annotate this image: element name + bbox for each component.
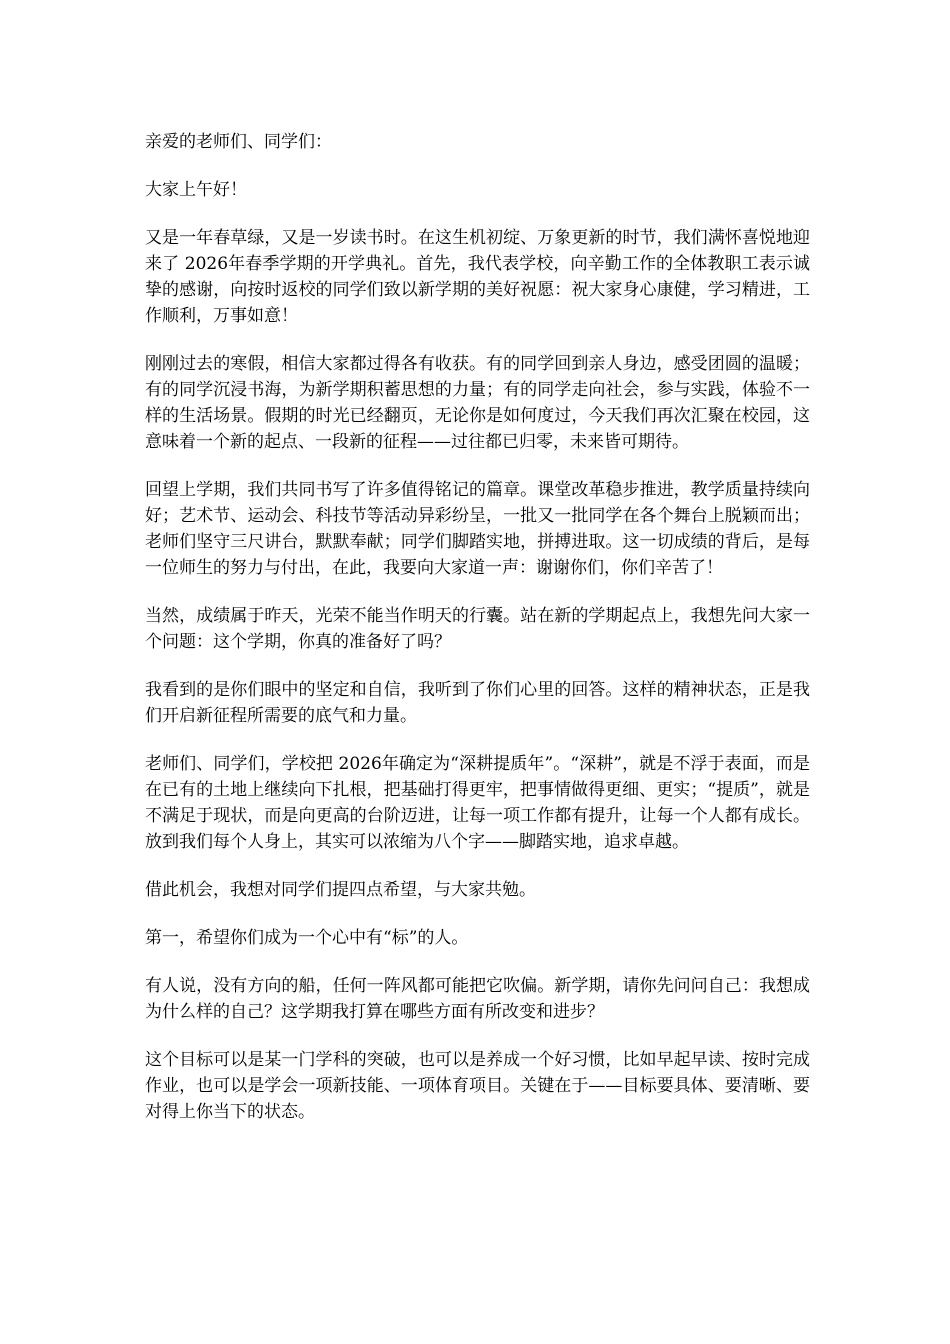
paragraph-four-hopes: 借此机会，我想对同学们提四点希望，与大家共勉。 <box>145 880 536 900</box>
paragraph-opening: 又是一年春草绿，又是一岁读书时。在这生机初绽、万象更新的时节，我们满怀喜悦地迎来了 2026年春季学期的开学典礼。首先，我代表学校，向辛勤工作的全体教职工表示诚挚的感谢，向按时返校的同学们致以新学期的美好祝愿：祝大家身心康健，学习精进，工作顺利，万事如意！ <box>145 228 810 326</box>
paragraph-direction: 有人说，没有方向的船，任何一阵风都可能把它吹偏。新学期，请你先问问自己：我想成为什么样的自己？这学期我打算在哪些方面有所改变和进步？ <box>145 976 810 1022</box>
paragraph-hope-one: 第一，希望你们成为一个心中有“标”的人。 <box>145 928 469 948</box>
paragraph-last-semester: 回望上学期，我们共同书写了许多值得铭记的篇章。课堂改革稳步推进，教学质量持续向好；艺术节、运动会、科技节等活动异彩纷呈，一批又一批同学在各个舞台上脱颖而出；老师们坚守三尺讲台，默默奉献；同学们脚踏实地，拼搏进取。这一切成绩的背后，是每一位师生的努力与付出，在此，我要向大家道一声：谢谢你们，你们辛苦了！ <box>145 480 810 578</box>
greeting: 大家上午好！ <box>145 180 247 200</box>
paragraph-theme-year: 老师们、同学们，学校把 2026年确定为“深耕提质年”。“深耕”，就是不浮于表面，而是在已有的土地上继续向下扎根，把基础打得更牢，把事情做得更细、更实；“提质”，就是不满足于现状，而是向更高的台阶迈进，让每一项工作都有提升，让每一个人都有成长。放到我们每个人身上，其实可以浓缩为八个字——脚踏实地，追求卓越。 <box>145 754 810 852</box>
paragraph-question: 当然，成绩属于昨天，光荣不能当作明天的行囊。站在新的学期起点上，我想先问大家一个问题：这个学期，你真的准备好了吗？ <box>145 606 810 652</box>
paragraph-goals: 这个目标可以是某一门学科的突破，也可以是养成一个好习惯，比如早起早读、按时完成作业，也可以是学会一项新技能、一项体育项目。关键在于——目标要具体、要清晰、要对得上你当下的状态。 <box>145 1050 810 1122</box>
speech-body <box>145 129 810 1147</box>
salutation: 亲爱的老师们、同学们： <box>145 132 332 152</box>
paragraph-confidence: 我看到的是你们眼中的坚定和自信，我听到了你们心里的回答。这样的精神状态，正是我们开启新征程所需要的底气和力量。 <box>145 680 810 726</box>
paragraph-winter-break: 刚刚过去的寒假，相信大家都过得各有收获。有的同学回到亲人身边，感受团圆的温暖；有的同学沉浸书海，为新学期积蓄思想的力量；有的同学走向社会，参与实践，体验不一样的生活场景。假期的时光已经翻页，无论你是如何度过，今天我们再次汇聚在校园，这意味着一个新的起点、一段新的征程——过往都已归零，未来皆可期待。 <box>145 354 810 452</box>
